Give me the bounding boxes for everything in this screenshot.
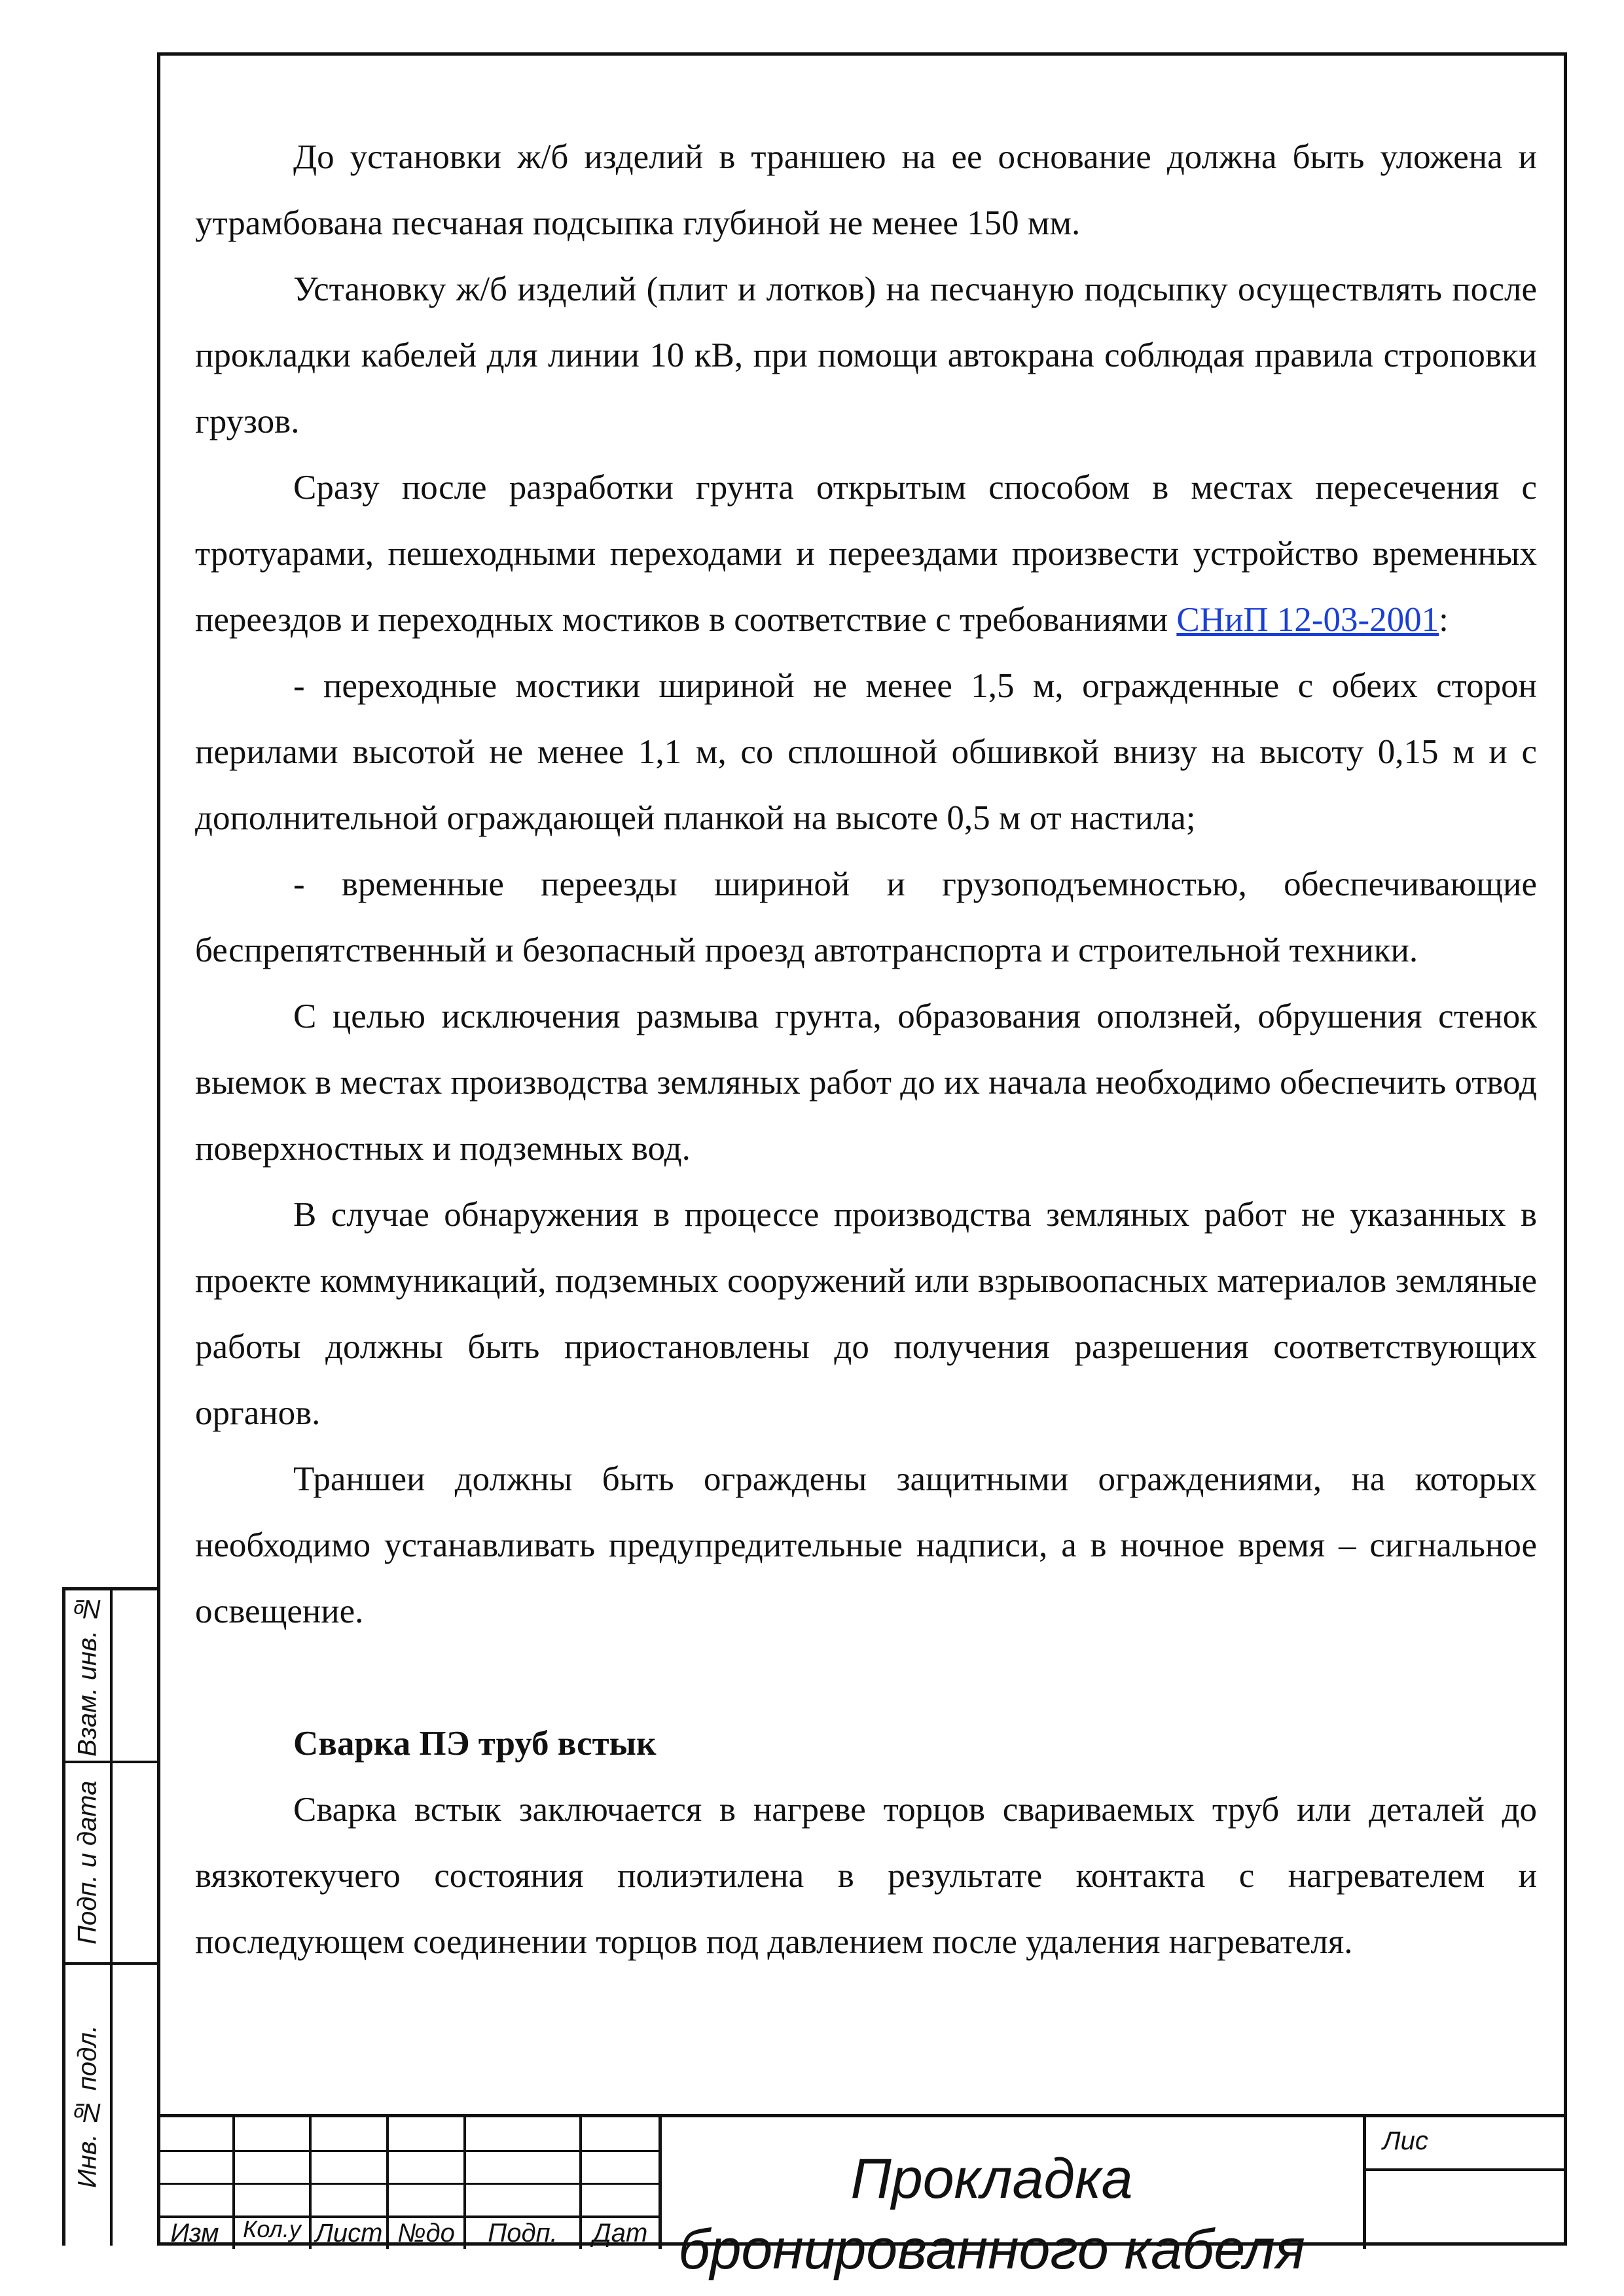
paragraph-8: Траншеи должны быть ограждены защитными ограждениями, на которых необходимо устанавливать предупредительные надписи, а в ночное время – сигнальное освещение. <box>195 1460 1537 1630</box>
column-label-change: Изм <box>170 2219 219 2248</box>
paragraph-3-text: Сразу после разработки грунта открытым способом в местах пересечения с тротуарами, пешеходными переходами и переездами произвести устройство временных переездов и переходных мостиков в соответствие с требованиями <box>195 469 1537 639</box>
paragraph-7: В случае обнаружения в процессе производства земляных работ не указанных в проекте коммуникаций, подземных сооружений или взрывоопасных материалов земляные работы должны быть приостановлены до получения разрешения соответствующих органов. <box>195 1196 1537 1432</box>
paragraph-2: Установку ж/б изделий (плит и лотков) на песчаную подсыпку осуществлять после прокладки кабелей для линии 10 кВ, при помощи автокрана соблюдая правила строповки грузов. <box>195 270 1537 440</box>
column-label-sheet: Лист <box>315 2219 383 2248</box>
paragraph-1: До установки ж/б изделий в траншею на ее основание должна быть уложена и утрамбована песчаная подсыпка глубиной не менее 150 мм. <box>195 138 1537 242</box>
sheet-label: Лис <box>1382 2126 1428 2155</box>
column-label-signature: Подп. <box>488 2219 558 2248</box>
original-inventory-label: Инв. № подл. <box>73 2025 102 2189</box>
document-title: Прокладка бронированного кабеля <box>678 2147 1305 2281</box>
paragraph-3-colon: : <box>1439 601 1449 639</box>
side-stamp-column-divider <box>110 1590 113 2246</box>
signature-date-label: Подп. и дата <box>73 1780 102 1945</box>
title-block <box>157 2114 1567 2281</box>
paragraph-4: - переходные мостики шириной не менее 1,5 м, огражденные с обеих сторон перилами высотой не менее 1,1 м, со сплошной обшивкой внизу на высоту 0,15 м и с дополнительной ограждающей планкой на высоте 0,5 м от настила; <box>195 667 1537 837</box>
snip-link[interactable]: СНиП 12-03-2001 <box>1176 601 1439 639</box>
document-body <box>195 124 1537 1975</box>
paragraph-3 <box>195 455 1537 653</box>
paragraph-5: - временные переезды шириной и грузоподъемностью, обеспечивающие беспрепятственный и безопасный проезд автотранспорта и строительной техники. <box>195 865 1537 969</box>
grid-line <box>1363 2168 1567 2171</box>
column-label-count: Кол.у <box>243 2215 301 2242</box>
column-label-doc-number: №до <box>397 2219 455 2248</box>
side-stamp <box>62 1587 157 2246</box>
grid-line <box>1363 2117 1366 2249</box>
column-label-date: Дат <box>592 2219 648 2248</box>
section-heading: Сварка ПЭ труб встык <box>293 1725 657 1763</box>
paragraph-6: С целью исключения размыва грунта, образования оползней, обрушения стенок выемок в местах производства земляных работ до их начала необходимо обеспечить отвод поверхностных и подземных вод. <box>195 997 1537 1168</box>
replacement-inventory-label: Взам. инв. № <box>73 1594 102 1757</box>
paragraph-9: Сварка встык заключается в нагреве торцов свариваемых труб или деталей до вязкотекучего состояния полиэтилена в результате контакта с нагревателем и последующем соединении торцов под давлением после удаления нагревателя. <box>195 1791 1537 1961</box>
